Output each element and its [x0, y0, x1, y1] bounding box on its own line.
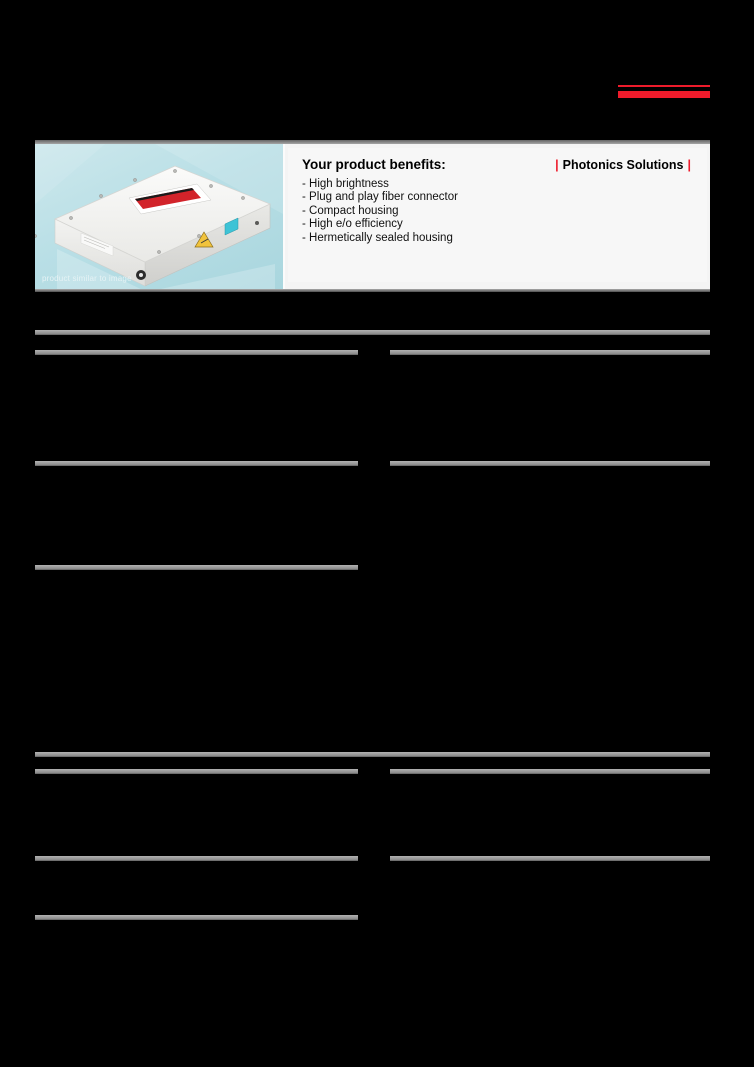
benefit-item: - Hermetically sealed housing: [302, 231, 453, 244]
brand-tag-left-pipe: |: [555, 158, 559, 172]
section-rule-left-1: [35, 350, 358, 355]
light-streak: [35, 144, 105, 204]
section-rule-right-1: [390, 350, 710, 355]
section-rule-right-4: [390, 769, 710, 774]
benefits-panel-card: [288, 148, 707, 282]
fiber-connector-core: [139, 273, 143, 277]
brand-logo-top-rule: [618, 85, 710, 87]
hero-banner: [35, 140, 710, 292]
benefit-item: - Plug and play fiber connector: [302, 191, 458, 204]
hero-bottom-rule: [35, 289, 710, 292]
benefit-item: - High brightness: [302, 178, 389, 190]
brand-logo-bottom-rule: [618, 91, 710, 98]
section-rule-right-5: [390, 856, 710, 861]
benefits-panel: [283, 144, 710, 289]
benefit-item: - Compact housing: [302, 204, 399, 217]
brand-tag-label: Photonics Solutions: [562, 158, 684, 172]
section-rule-right-2: [390, 461, 710, 466]
brand-tag-right-pipe: |: [687, 158, 691, 172]
benefits-list: [302, 178, 458, 245]
section-rule-full-2: [35, 752, 710, 757]
benefit-item: - High e/o efficiency: [302, 218, 403, 231]
section-rule-left-3: [35, 565, 358, 570]
section-rule-left-5: [35, 856, 358, 861]
section-rule-full-1: [35, 330, 710, 335]
product-photo: [35, 144, 283, 289]
side-port: [255, 221, 259, 225]
laser-module-illustration: [35, 144, 283, 289]
brand-logo: [618, 76, 710, 102]
section-rule-left-2: [35, 461, 358, 466]
brand-tag: [551, 158, 695, 172]
section-rule-left-4: [35, 769, 358, 774]
benefits-title: Your product benefits:: [302, 157, 446, 172]
section-rule-left-6: [35, 915, 358, 920]
photo-caption: product similar to image: [42, 274, 132, 283]
